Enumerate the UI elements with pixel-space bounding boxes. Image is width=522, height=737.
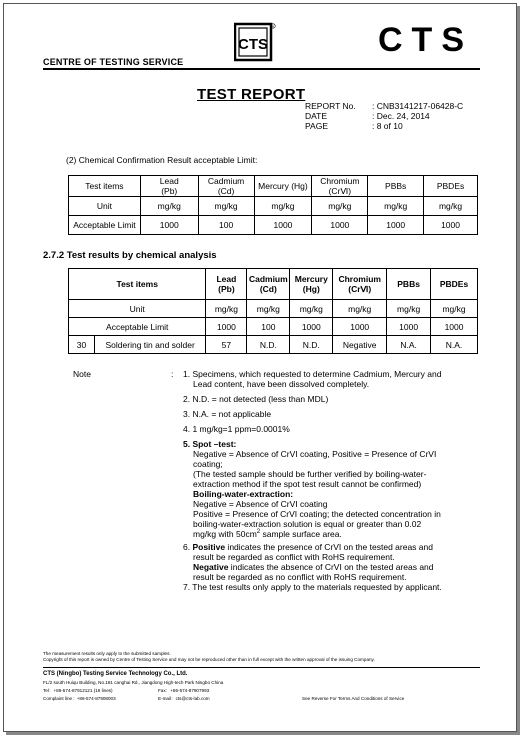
header-cell: Mercury (Hg) <box>290 269 333 300</box>
table-cell: mg/kg <box>368 197 424 216</box>
report-no-label: REPORT No. <box>305 101 356 111</box>
row-number: 30 <box>69 336 95 354</box>
note-line: mg/kg with $50cm^2$ sample surface area. <box>193 529 342 539</box>
header-cell: Mercury (Hg) <box>254 176 312 197</box>
row-item: Soldering tin and solder <box>94 336 206 354</box>
report-title: TEST REPORT <box>197 86 306 103</box>
note-line: boiling-water-extraction solution is equal or greater than 0.02 <box>193 519 422 529</box>
table-header-row <box>69 176 478 197</box>
footer-disclaimer: The measurement results only apply to the submitted samples. <box>43 651 171 656</box>
row-label: Acceptable Limit <box>69 216 141 235</box>
table-row <box>69 216 478 235</box>
report-no: : CNB3141217-06428-C <box>372 101 464 111</box>
table-cell: 1000 <box>424 216 478 235</box>
header-cell: Chromium (CrⅥ) <box>312 176 368 197</box>
table-cell: mg/kg <box>254 197 312 216</box>
header-cell: PBDEs <box>424 176 478 197</box>
header-cell: Lead (Pb) <box>206 269 247 300</box>
page-shadow <box>6 732 520 735</box>
note-line: 1. Specimens, which requested to determine Cadmium, Mercury and <box>183 369 442 379</box>
svg-text:R: R <box>271 24 275 29</box>
header-cell: Chromium (CrⅥ) <box>333 269 387 300</box>
table-header-row <box>69 269 478 300</box>
table-cell: 1000 <box>312 216 368 235</box>
footer-rule <box>43 667 480 668</box>
notes-list <box>183 369 466 592</box>
note-line: Negative indicates the absence of CrVI on the tested areas and <box>193 562 434 572</box>
page-number: : 8 of 10 <box>372 121 403 131</box>
note-line: Negative = Absence of CrVI coating <box>193 499 328 509</box>
page-shadow-right <box>517 6 520 735</box>
table-cell: 1000 <box>368 216 424 235</box>
svg-text:CTS: CTS <box>238 36 268 53</box>
footer-complaint: Complaint line：+86-574-87908003 <box>43 696 116 701</box>
row-label: Unit <box>69 197 141 216</box>
header-cell: Lead (Pb) <box>140 176 198 197</box>
header-cell: PBDEs <box>431 269 478 300</box>
table-row <box>69 300 478 318</box>
header-cell: Test items <box>69 269 206 300</box>
row-label: Unit <box>69 300 206 318</box>
table-cell: N.D. <box>247 336 290 354</box>
footer-company: CTS (Ningbo) Testing Service Technology Co., Ltd. <box>43 671 188 677</box>
table-cell: mg/kg <box>312 197 368 216</box>
header-cell: Test items <box>69 176 141 197</box>
note-line: 7. The test results only apply to the materials requested by applicant. <box>183 582 442 592</box>
note-line: coating; <box>193 459 223 469</box>
note-line: 2. N.D. = not detected (less than MDL) <box>183 394 329 404</box>
table-cell: 57 <box>206 336 247 354</box>
table-cell: mg/kg <box>424 197 478 216</box>
header-cell: Cadmium (Cd) <box>247 269 290 300</box>
header-rule <box>43 68 480 70</box>
footer-email: E-mail：cts@cts-lab.com <box>158 696 210 701</box>
note-label: Note <box>73 369 91 379</box>
table-cell: mg/kg <box>140 197 198 216</box>
header-cell: PBBs <box>368 176 424 197</box>
footer-fax: Fax：+86-574-87907993 <box>158 688 210 693</box>
section-heading: 2.7.2 Test results by chemical analysis <box>43 250 217 261</box>
note-line: result be regarded as conflict with RoHS requirement. <box>193 552 395 562</box>
centre-name: CENTRE OF TESTING SERVICE <box>43 57 184 67</box>
table-cell: 100 <box>247 318 290 336</box>
table-cell: mg/kg <box>387 300 431 318</box>
table-row <box>69 318 478 336</box>
note-line: (The tested sample should be further verified by boiling-water- <box>193 469 427 479</box>
footer-address: FL/2 south Huiqu Building, No.181 canghai Rd., Jiangdong High-tech Park Ningbo China <box>43 680 224 685</box>
header-cell: Cadmium (Cd) <box>198 176 254 197</box>
note-line: Lead content, have been dissolved completely. <box>193 379 370 389</box>
brand-wordmark: CTS <box>378 21 473 59</box>
note-line: Boiling-water-extraction: <box>193 489 294 499</box>
note-line: result be regarded as no conflict with RoHS requirement. <box>193 572 407 582</box>
limit-table <box>68 175 478 235</box>
table-cell: Negative <box>333 336 387 354</box>
note-line: 4. 1 mg/kg=1 ppm=0.0001% <box>183 424 290 434</box>
results-table <box>68 268 478 354</box>
table-cell: mg/kg <box>206 300 247 318</box>
footer-copyright: Copyright of this report is owned by Centre of Testing Service and may not be reproduced other than in full except with the written approval of the issuing Company. <box>43 657 375 662</box>
report-date: : Dec. 24, 2014 <box>372 111 430 121</box>
cts-logo-icon <box>234 22 276 62</box>
footer-tel: Tel：+86-574-87912121 (16 lines) <box>43 688 113 693</box>
note-line: 5. Spot –test: <box>183 439 237 449</box>
table-cell: 100 <box>198 216 254 235</box>
footer-reverse-note: See Reverse For Terms And Conditions of Service <box>302 696 405 701</box>
table-cell: 1000 <box>206 318 247 336</box>
table-cell: 1000 <box>140 216 198 235</box>
note-line: 6. Positive indicates the presence of CrVI on the tested areas and <box>183 542 433 552</box>
page-label: PAGE <box>305 121 328 131</box>
note-line: Negative = Absence of CrVI coating, Positive = Presence of CrVI <box>193 449 437 459</box>
table-cell: 1000 <box>387 318 431 336</box>
table-row <box>69 197 478 216</box>
table-cell: 1000 <box>431 318 478 336</box>
table-cell: N.A. <box>431 336 478 354</box>
table-cell: 1000 <box>333 318 387 336</box>
date-label: DATE <box>305 111 328 121</box>
report-meta <box>305 101 463 131</box>
table-cell: mg/kg <box>431 300 478 318</box>
table-cell: mg/kg <box>247 300 290 318</box>
table-cell: 1000 <box>254 216 312 235</box>
table-cell: N.A. <box>387 336 431 354</box>
note-colon: : <box>171 369 174 379</box>
note-line: extraction method if the spot test result cannot be confirmed) <box>193 479 422 489</box>
table-cell: N.D. <box>290 336 333 354</box>
table-row <box>69 336 478 354</box>
limit-section-heading: (2) Chemical Confirmation Result acceptable Limit: <box>66 155 258 165</box>
table-cell: mg/kg <box>198 197 254 216</box>
row-label: Acceptable Limit <box>69 318 206 336</box>
note-line: Positive = Presence of CrVI coating; the detected concentration in <box>193 509 441 519</box>
table-cell: 1000 <box>290 318 333 336</box>
note-line: 3. N.A. = not applicable <box>183 409 272 419</box>
table-cell: mg/kg <box>333 300 387 318</box>
header-cell: PBBs <box>387 269 431 300</box>
table-cell: mg/kg <box>290 300 333 318</box>
